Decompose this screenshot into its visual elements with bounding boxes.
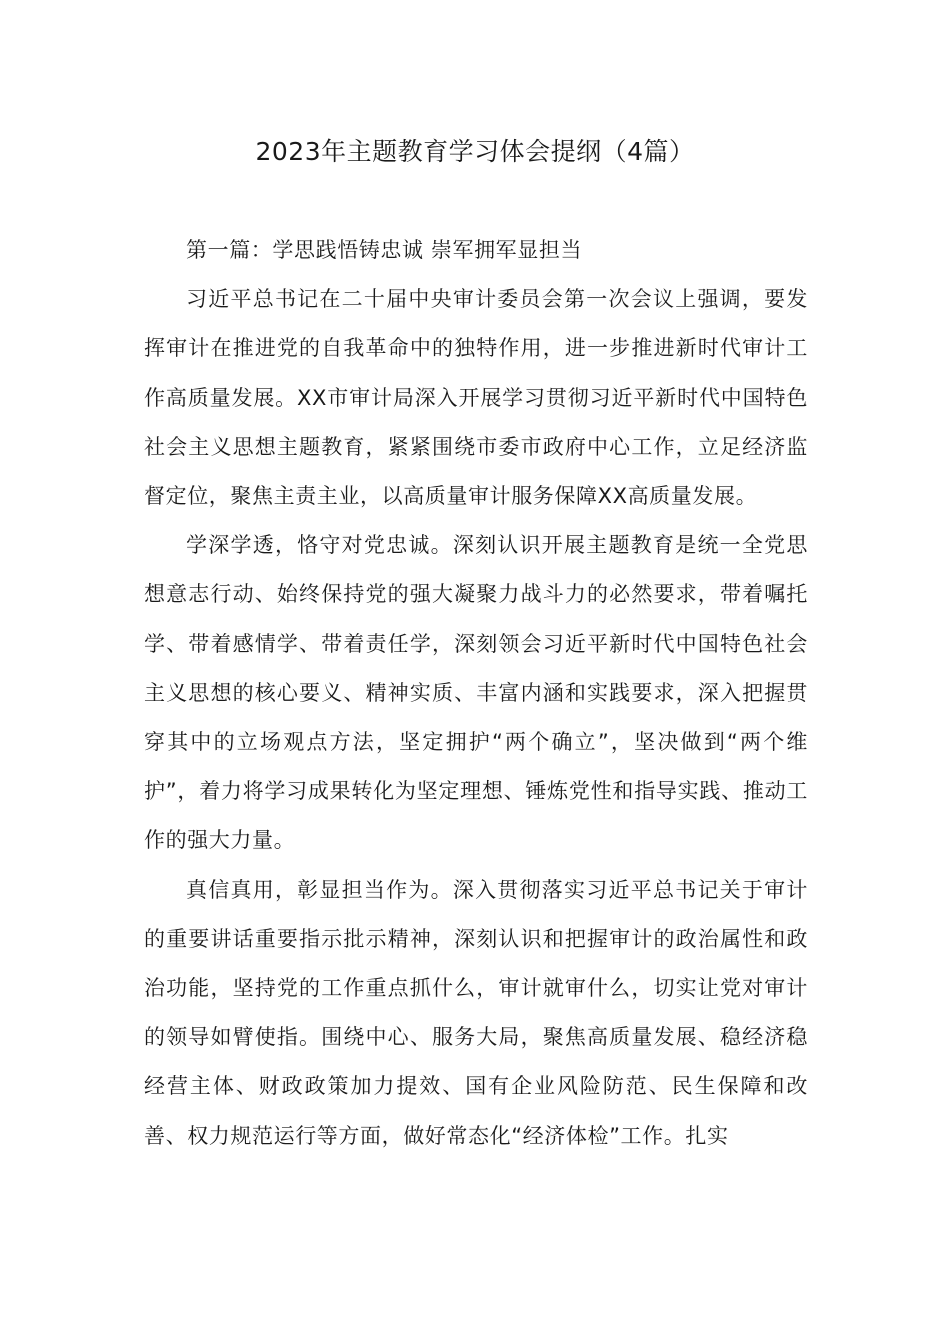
document-title: 2023年主题教育学习体会提纲（4篇） — [255, 137, 695, 166]
paragraph-1: 习近平总书记在二十届中央审计委员会第一次会议上强调，要发挥审计在推进党的自我革命中的独特作用，进一步推进新时代审计工作高质量发展。XX市审计局深入开展学习贯彻习近平新时代中国特色社会主义思想主题教育，紧紧围绕市委市政府中心工作，立足经济监督定位，聚焦主责主业，以高质量审计服务保障XX高质量发展。 — [144, 287, 808, 509]
paragraph-2: 学深学透，恪守对党忠诚。深刻认识开展主题教育是统一全党思想意志行动、始终保持党的强大凝聚力战斗力的必然要求，带着嘱托学、带着感情学、带着责任学，深刻领会习近平新时代中国特色社会主义思想的核心要义、精神实质、丰富内涵和实践要求，深入把握贯穿其中的立场观点方法，坚定拥护“两个确立”，坚决做到“两个维护”，着力将学习成果转化为坚定理想、锤炼党性和指导实践、推动工作的强大力量。 — [144, 533, 808, 853]
section-heading: 第一篇：学思践悟铸忠诚 崇军拥军显担当 — [186, 238, 583, 262]
paragraph-3: 真信真用，彰显担当作为。深入贯彻落实习近平总书记关于审计的重要讲话重要指示批示精神，深刻认识和把握审计的政治属性和政治功能，坚持党的工作重点抓什么，审计就审什么，切实让党对审计的领导如臂使指。围绕中心、服务大局，聚焦高质量发展、稳经济稳经营主体、财政政策加力提效、国有企业风险防范、民生保障和改善、权力规范运行等方面，做好常态化“经济体检”工作。扎实 — [144, 877, 808, 1148]
document-body — [144, 226, 808, 1161]
